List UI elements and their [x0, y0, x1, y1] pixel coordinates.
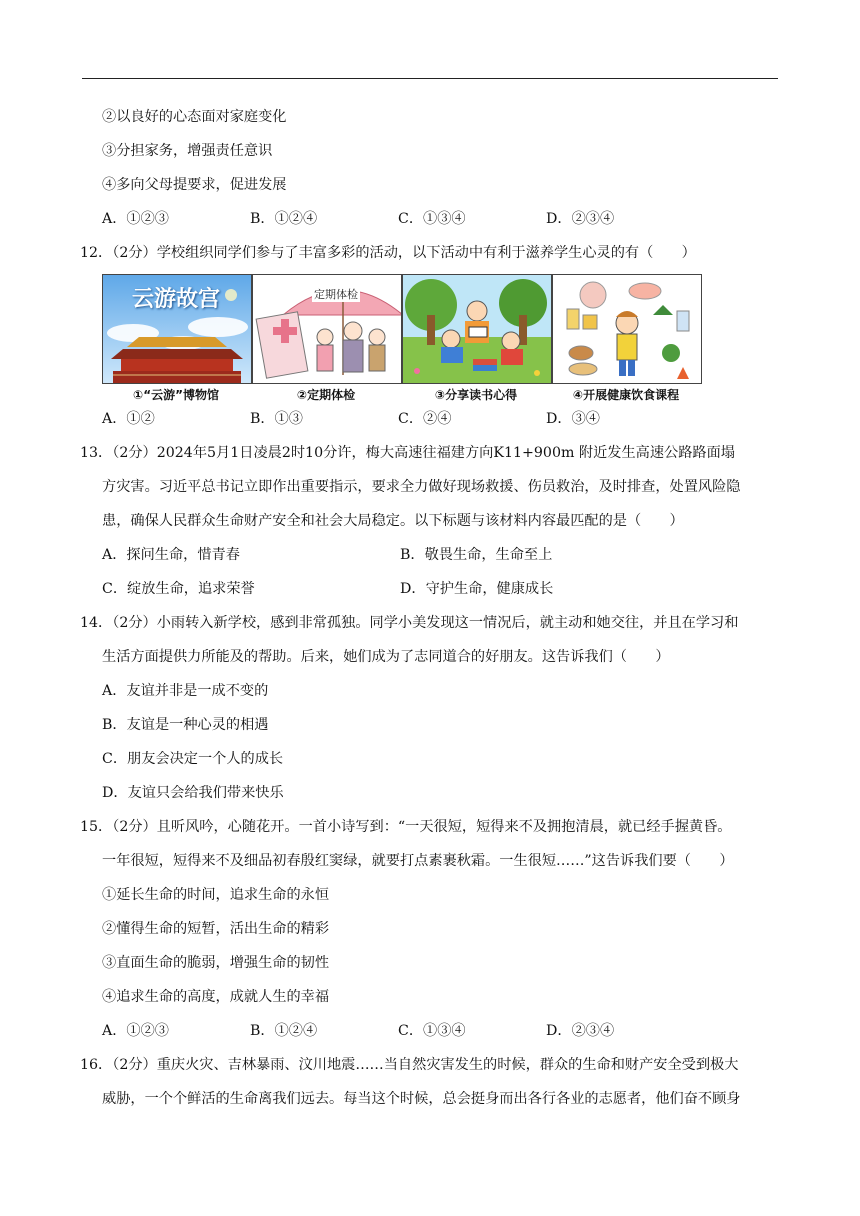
question-14 — [80, 606, 782, 810]
caption-2: ②定期体检 — [296, 388, 356, 402]
statement-1: ①延长生命的时间，追求生命的永恒 — [102, 887, 330, 903]
question-stem-line-2: 威胁，一个个鲜活的生命离我们远去。每当这个时候，总会挺身而出各行各业的志愿者，他们奋不顾身 — [102, 1091, 741, 1107]
question-stem: 12．（2分）学校组织同学们参与了丰富多彩的活动，以下活动中有利于滋养学生心灵的有（ ） — [80, 245, 696, 261]
option-d[interactable]: D．③④ — [546, 411, 600, 427]
option-d[interactable]: D．②③④ — [546, 211, 615, 227]
option-b[interactable]: B．①②④ — [250, 1023, 318, 1039]
answer-options — [102, 1014, 782, 1048]
option-b[interactable]: B．敬畏生命，生命至上 — [400, 547, 553, 563]
question-stem-line-2: 方灾害。习近平总书记立即作出重要指示，要求全力做好现场救援、伤员救治，及时排查，处置风险隐 — [102, 479, 741, 495]
question-stem-line-1: 16．（2分）重庆火灾、吉林暴雨、汶川地震……当自然灾害发生的时候，群众的生命和财产安全受到极大 — [80, 1057, 739, 1073]
question-stem-line-3: 患，确保人民群众生命财产安全和社会大局稳定。以下标题与该材料内容最匹配的是（ ） — [102, 513, 684, 529]
question-11-tail — [102, 100, 782, 236]
option-c[interactable]: C．①③④ — [398, 211, 466, 227]
option-d[interactable]: D．②③④ — [546, 1023, 615, 1039]
option-c[interactable]: C．①③④ — [398, 1023, 466, 1039]
option-c[interactable]: C．②④ — [398, 411, 452, 427]
statement-4: ④追求生命的高度，成就人生的幸福 — [102, 989, 330, 1005]
question-stem-line-1: 15．（2分）且听风吟，心随花开。一首小诗写到：“一天很短，短得来不及拥抱清晨，就已经手握黄昏。 — [80, 819, 732, 835]
caption-1: ①“云游”博物馆 — [133, 388, 219, 402]
option-a[interactable]: A．①②③ — [102, 1023, 169, 1039]
option-a[interactable]: A．①② — [102, 411, 155, 427]
healthy-diet-image — [552, 274, 702, 384]
answer-options — [102, 572, 782, 606]
header-rule — [82, 78, 778, 79]
option-b[interactable]: B．友谊是一种心灵的相遇 — [102, 717, 269, 733]
option-a[interactable]: A．①②③ — [102, 211, 169, 227]
option-b[interactable]: B．①③ — [250, 411, 303, 427]
question-16 — [80, 1048, 782, 1116]
option-c[interactable]: C．绽放生命，追求荣誉 — [102, 581, 255, 597]
question-13 — [80, 436, 782, 606]
option-b[interactable]: B．①②④ — [250, 211, 318, 227]
option-d[interactable]: D．守护生命，健康成长 — [400, 581, 554, 597]
option-a[interactable]: A．友谊并非是一成不变的 — [102, 683, 269, 699]
activity-images — [102, 270, 782, 420]
question-stem-line-1: 14．（2分）小雨转入新学校，感到非常孤独。同学小美发现这一情况后，就主动和她交往，并且在学习和 — [80, 615, 739, 631]
question-stem-line-2: 一年很短，短得来不及细品初春殷红窦绿，就要打点素裹秋霜。一生很短……”这告诉我们要（ ） — [102, 853, 734, 869]
answer-options — [102, 538, 782, 572]
cloud-museum-title: 云游故宫 — [131, 287, 220, 312]
question-stem-line-2: 生活方面提供力所能及的帮助。后来，她们成为了志同道合的好朋友。这告诉我们（ ） — [102, 649, 670, 665]
question-stem-line-1: 13．（2分）2024年5月1日凌晨2时10分许，梅大高速往福建方向K11+900m 附近发生高速公路路面塌 — [80, 445, 735, 461]
option-a[interactable]: A．探问生命，惜青春 — [102, 547, 240, 563]
caption-3: ③分享读书心得 — [434, 388, 518, 402]
statement-2: ②懂得生命的短暂，活出生命的精彩 — [102, 921, 330, 937]
caption-4: ④开展健康饮食课程 — [572, 388, 680, 402]
statement-4: ④多向父母提要求，促进发展 — [102, 177, 287, 193]
checkup-sign: 定期体检 — [314, 288, 358, 301]
statement-2: ②以良好的心态面对家庭变化 — [102, 109, 287, 125]
statement-3: ③分担家务，增强责任意识 — [102, 143, 273, 159]
statement-3: ③直面生命的脆弱，增强生命的韧性 — [102, 955, 330, 971]
reading-share-image — [402, 274, 552, 384]
exam-page — [80, 100, 782, 1116]
option-c[interactable]: C．朋友会决定一个人的成长 — [102, 751, 284, 767]
question-15 — [80, 810, 782, 1048]
answer-options — [102, 202, 782, 236]
option-d[interactable]: D．友谊只会给我们带来快乐 — [102, 785, 284, 801]
question-12 — [80, 236, 782, 436]
